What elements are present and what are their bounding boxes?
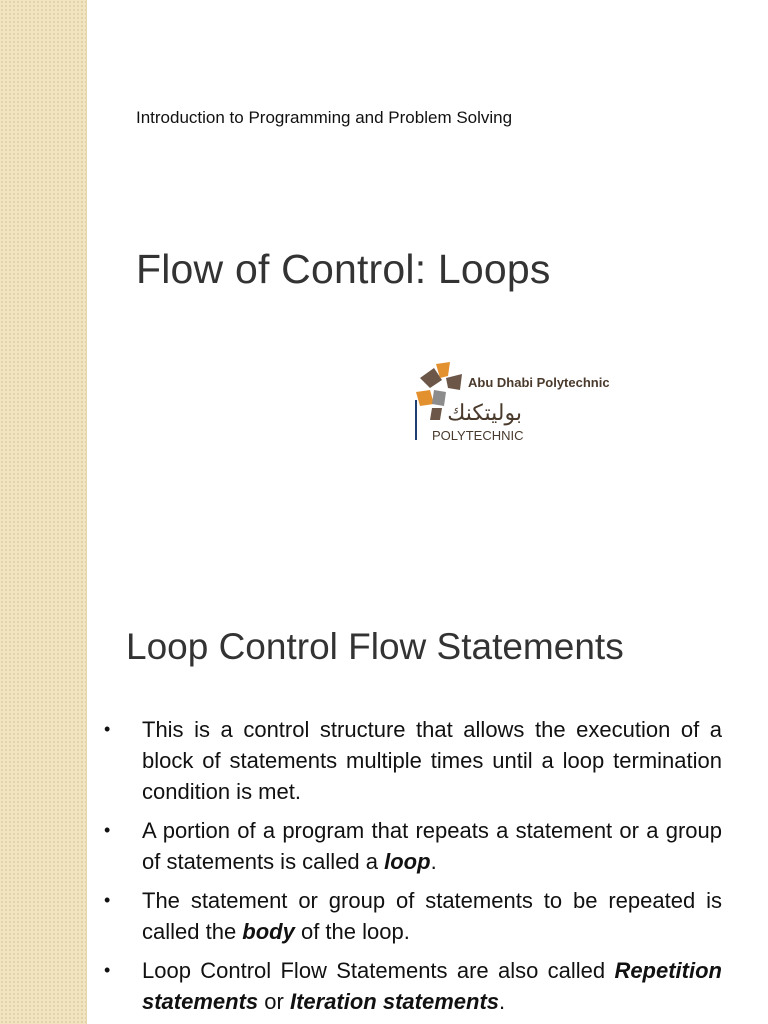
bullet-text: or — [258, 989, 290, 1014]
bullet-item — [100, 815, 722, 877]
logo-english-name: Abu Dhabi Polytechnic — [468, 375, 610, 390]
bullet-text: . — [499, 989, 506, 1014]
logo-arabic-name: بوليتكنك — [447, 400, 522, 425]
bullet-item — [100, 714, 722, 807]
slide-title — [86, 0, 768, 600]
slide-main-title: Flow of Control: Loops — [136, 246, 551, 292]
emphasis-term: loop — [384, 849, 431, 874]
slide-section-title: Loop Control Flow Statements — [126, 626, 624, 667]
bullet-marker: • — [104, 719, 111, 739]
bullet-marker: • — [104, 960, 111, 980]
slide-loop-statements — [86, 600, 768, 1024]
course-subtitle: Introduction to Programming and Problem Solving — [136, 108, 513, 127]
logo-polytechnic-text: POLYTECHNIC — [432, 428, 524, 443]
bullet-text: A portion of a program that repeats a statement or a group of statements is called a — [142, 818, 722, 874]
bullet-marker: • — [104, 890, 111, 910]
bullet-text: Loop Control Flow Statements are also called — [142, 958, 615, 983]
bullet-text: of the loop. — [294, 919, 410, 944]
bullet-item — [100, 885, 722, 947]
bullet-text: This is a control structure that allows the execution of a block of statements multiple times until a loop termination condition is met. — [142, 717, 722, 804]
emphasis-term: Repetition statements — [142, 958, 722, 1014]
bullet-item — [100, 955, 722, 1017]
decorative-side-strip — [0, 0, 87, 1024]
bullet-list — [100, 714, 722, 1024]
emphasis-term: body — [242, 919, 295, 944]
bullet-text: . — [430, 849, 437, 874]
bullet-text: The statement or group of statements to be repeated is called the — [142, 888, 722, 944]
emphasis-term: Iteration statements — [289, 989, 500, 1014]
bullet-marker: • — [104, 820, 111, 840]
polytechnic-logo — [412, 360, 652, 450]
